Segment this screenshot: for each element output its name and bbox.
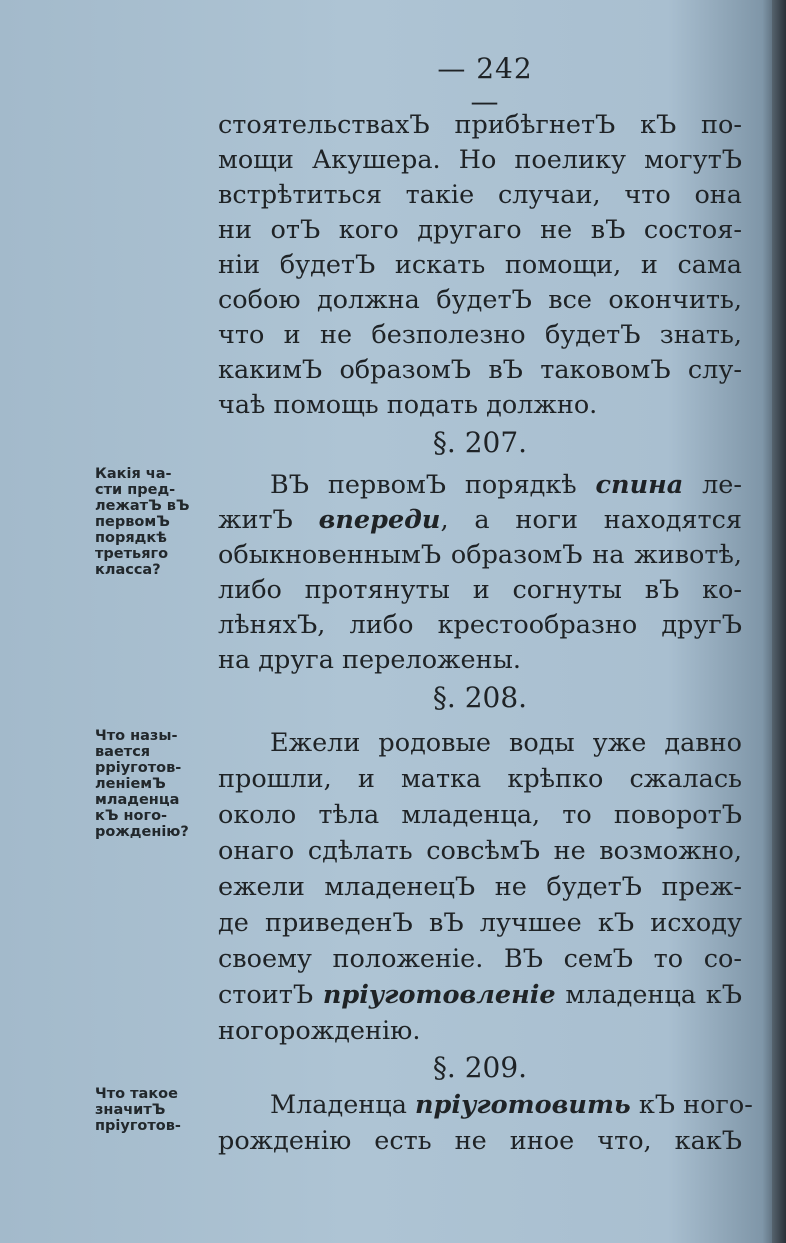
text-line: рожденію есть не иное что, какЪ — [218, 1126, 742, 1156]
text-line: какимЪ образомЪ вЪ таковомЪ слу- — [218, 355, 742, 385]
text-line: ніи будетЪ искать помощи, и сама — [218, 250, 742, 280]
emphasis: пріуготовленіе — [322, 980, 556, 1010]
text-line: своему положеніе. ВЪ семЪ то со- — [218, 944, 742, 974]
text-line: Младенца пріуготовить кЪ ного- — [270, 1090, 753, 1120]
section-heading-208: §. 208. — [432, 681, 528, 714]
text-line: стоитЪ пріуготовленіе младенца кЪ — [218, 980, 742, 1010]
text-line: мощи Акушера. Но поелику могутЪ — [218, 145, 742, 175]
text-line: ногорожденію. — [218, 1016, 421, 1046]
margin-note-208: Что назы- вается pріуготов- леніемЪ младенца кЪ ного- рожденію? — [95, 728, 189, 840]
margin-note-209: Что такое значитЪ пріуготов- — [95, 1086, 181, 1134]
text-line: Ежели родовые воды уже давно — [270, 728, 742, 758]
text-line: стоятельствахЪ прибѣгнетЪ кЪ по- — [218, 110, 742, 140]
text-line: на друга переложены. — [218, 645, 521, 675]
text-line: чаѣ помощь подать должно. — [218, 390, 598, 420]
text-line: прошли, и матка крѣпко сжалась — [218, 764, 742, 794]
section-heading-209: §. 209. — [432, 1051, 528, 1084]
text-line: лѣняхЪ, либо крестообразно другЪ — [218, 610, 742, 640]
page-number: — 242 — — [437, 52, 533, 118]
text-line: собою должна будетЪ все окончить, — [218, 285, 742, 315]
text-line: либо протянуты и согнуты вЪ ко- — [218, 575, 742, 605]
emphasis: спина — [595, 470, 684, 500]
text-line: житЪ впереди, а ноги находятся — [218, 505, 742, 535]
text-line: обыкновеннымЪ образомЪ на животѣ, — [218, 540, 742, 570]
margin-note-207: Какія ча- сти пред- лежатЪ вЪ первомЪ порядкѣ третьяго класса? — [95, 466, 190, 578]
text-line: встрѣтиться такіе случаи, что она — [218, 180, 742, 210]
page-edge-shadow — [772, 0, 786, 1243]
text-line: онаго сдѣлать совсѣмЪ не возможно, — [218, 836, 742, 866]
text-line: ежели младенецЪ не будетЪ преж- — [218, 872, 742, 902]
text-line: около тѣла младенца, то поворотЪ — [218, 800, 742, 830]
text-line: ВЪ первомЪ порядкѣ спина ле- — [270, 470, 742, 500]
text-line: что и не безполезно будетЪ знать, — [218, 320, 742, 350]
section-heading-207: §. 207. — [432, 426, 528, 459]
emphasis: пріуготовить — [415, 1090, 631, 1120]
text-line: де приведенЪ вЪ лучшее кЪ исходу — [218, 908, 742, 938]
text-line: ни отЪ кого другаго не вЪ состоя- — [218, 215, 742, 245]
emphasis: впереди — [318, 505, 441, 535]
